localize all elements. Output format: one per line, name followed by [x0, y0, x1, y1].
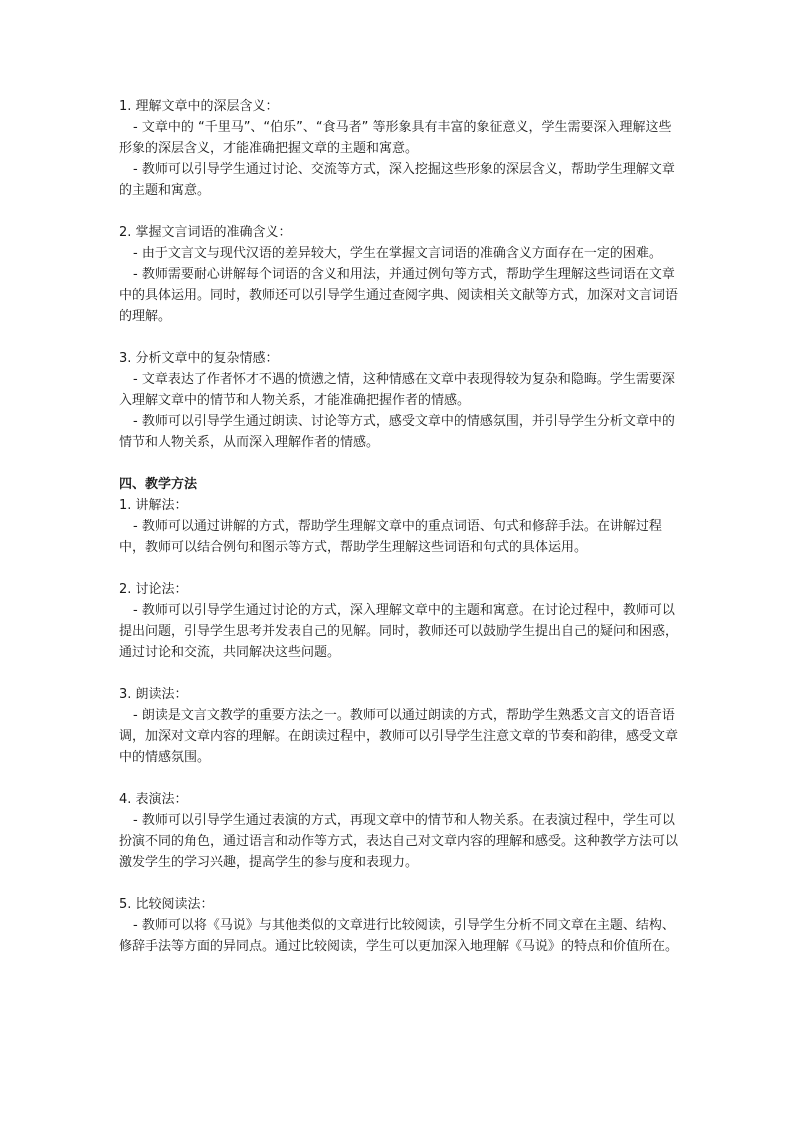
item-title: 2. 讨论法：	[119, 582, 188, 597]
document-page	[119, 96, 681, 978]
item-bullet: - 文章中的 “千里马”、“伯乐”、“食马者” 等形象具有丰富的象征意义，学生需要深入理解这些形象的深层含义，才能准确把握文章的主题和寓意。	[119, 120, 672, 156]
item-title: 5. 比较阅读法：	[119, 897, 214, 912]
item-title: 1. 理解文章中的深层含义：	[119, 99, 279, 114]
item-bullet: - 朗读是文言文教学的重要方法之一。教师可以通过朗读的方式，帮助学生熟悉文言文的语音语调，加深对文章内容的理解。在朗读过程中，教师可以引导学生注意文章的节奏和韵律，感受文章中的情感氛围。	[119, 708, 679, 765]
item-title: 4. 表演法：	[119, 792, 188, 807]
item-bullet: - 教师可以通过讲解的方式，帮助学生理解文章中的重点词语、句式和修辞手法。在讲解过程中，教师可以结合例句和图示等方式，帮助学生理解这些词语和句式的具体运用。	[119, 519, 662, 555]
teaching-methods-section	[119, 474, 681, 957]
item-title: 3. 分析文章中的复杂情感：	[119, 351, 279, 366]
method-performance	[119, 789, 681, 873]
item-bullet: - 文章表达了作者怀才不遇的愤懑之情，这种情感在文章中表现得较为复杂和隐晦。学生需要深入理解文章中的情节和人物关系，才能准确把握作者的情感。	[119, 372, 675, 408]
item-bullet: - 教师可以引导学生通过讨论的方式，深入理解文章中的主题和寓意。在讨论过程中，教师可以提出问题，引导学生思考并发表自己的见解。同时，教师还可以鼓励学生提出自己的疑问和困惑，通过讨论和交流，共同解决这些问题。	[119, 603, 679, 660]
item-understand-deep-meaning	[119, 96, 681, 201]
method-reading-aloud	[119, 684, 681, 768]
item-bullet: - 教师需要耐心讲解每个词语的含义和用法，并通过例句等方式，帮助学生理解这些词语在文章中的具体运用。同时，教师还可以引导学生通过查阅字典、阅读相关文献等方式，加深对文言词语的理解。	[119, 267, 679, 324]
item-bullet: - 教师可以将《马说》与其他类似的文章进行比较阅读，引导学生分析不同文章在主题、结构、修辞手法等方面的异同点。通过比较阅读，学生可以更加深入地理解《马说》的特点和价值所在。	[119, 918, 679, 954]
item-complex-emotion	[119, 348, 681, 453]
item-title: 3. 朗读法：	[119, 687, 188, 702]
method-comparative-reading	[119, 894, 681, 957]
method-lecture	[119, 495, 681, 558]
section-title: 四、教学方法	[119, 477, 198, 492]
item-title: 2. 掌握文言词语的准确含义：	[119, 225, 292, 240]
item-title: 1. 讲解法：	[119, 498, 188, 513]
item-bullet: - 教师可以引导学生通过朗读、讨论等方式，感受文章中的情感氛围，并引导学生分析文章中的情节和人物关系，从而深入理解作者的情感。	[119, 414, 675, 450]
item-bullet: - 教师可以引导学生通过表演的方式，再现文章中的情节和人物关系。在表演过程中，学生可以扮演不同的角色，通过语言和动作等方式，表达自己对文章内容的理解和感受。这种教学方法可以激发学生的学习兴趣，提高学生的参与度和表现力。	[119, 813, 679, 870]
method-discussion	[119, 579, 681, 663]
item-bullet: - 教师可以引导学生通过讨论、交流等方式，深入挖掘这些形象的深层含义，帮助学生理解文章的主题和寓意。	[119, 162, 675, 198]
item-bullet: - 由于文言文与现代汉语的差异较大，学生在掌握文言词语的准确含义方面存在一定的困难。	[133, 246, 662, 261]
item-classical-word-meaning	[119, 222, 681, 327]
